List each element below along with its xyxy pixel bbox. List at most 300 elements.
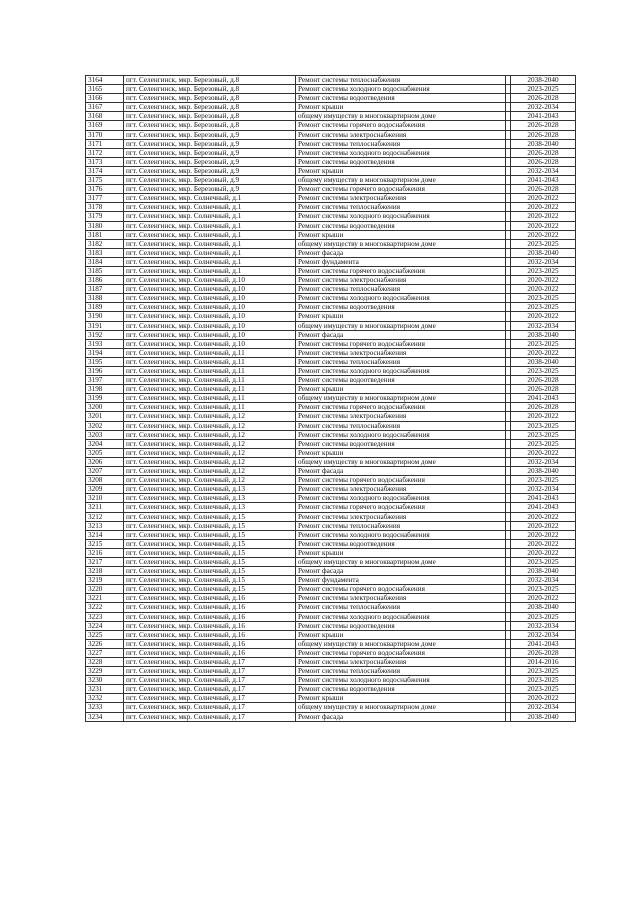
- row-address: пгт. Селенгинск, мкр. Солнечный, д.11: [124, 348, 296, 357]
- row-period: 2020-2022: [511, 203, 576, 212]
- table-row: [86, 130, 576, 139]
- table-row: [86, 339, 576, 348]
- row-work-type: Ремонт фасада: [296, 712, 506, 721]
- row-period: 2038-2040: [511, 248, 576, 257]
- row-number: 3178: [86, 203, 124, 212]
- row-number: 3209: [86, 485, 124, 494]
- row-period: 2026-2028: [511, 185, 576, 194]
- row-period: 2032-2034: [511, 576, 576, 585]
- row-address: пгт. Селенгинск, мкр. Солнечный, д.15: [124, 539, 296, 548]
- row-number: 3184: [86, 257, 124, 266]
- row-number: 3186: [86, 276, 124, 285]
- row-period: 2032-2034: [511, 703, 576, 712]
- row-address: пгт. Селенгинск, мкр. Березовый, д.8: [124, 85, 296, 94]
- row-work-type: Ремонт крыши: [296, 385, 506, 394]
- row-number: 3223: [86, 612, 124, 621]
- row-period: 2020-2022: [511, 594, 576, 603]
- row-number: 3185: [86, 266, 124, 275]
- row-work-type: Ремонт системы электроснабжения: [296, 412, 506, 421]
- row-address: пгт. Селенгинск, мкр. Солнечный, д.10: [124, 294, 296, 303]
- row-number: 3182: [86, 239, 124, 248]
- row-work-type: Ремонт фундамента: [296, 576, 506, 585]
- row-period: 2038-2040: [511, 567, 576, 576]
- row-address: пгт. Селенгинск, мкр. Солнечный, д.17: [124, 694, 296, 703]
- row-number: 3171: [86, 139, 124, 148]
- row-period: 2038-2040: [511, 76, 576, 85]
- row-period: 2032-2034: [511, 457, 576, 466]
- row-work-type: Ремонт системы водоотведения: [296, 376, 506, 385]
- row-address: пгт. Селенгинск, мкр. Солнечный, д.10: [124, 321, 296, 330]
- row-number: 3219: [86, 576, 124, 585]
- row-address: пгт. Селенгинск, мкр. Солнечный, д.15: [124, 512, 296, 521]
- row-work-type: общему имуществу в многоквартирном доме: [296, 457, 506, 466]
- row-period: 2041-2043: [511, 494, 576, 503]
- table-row: [86, 639, 576, 648]
- row-work-type: Ремонт крыши: [296, 448, 506, 457]
- row-work-type: Ремонт системы водоотведения: [296, 94, 506, 103]
- row-period: 2026-2028: [511, 148, 576, 157]
- row-work-type: Ремонт системы холодного водоснабжения: [296, 294, 506, 303]
- row-period: 2026-2028: [511, 376, 576, 385]
- row-number: 3226: [86, 639, 124, 648]
- table-row: [86, 548, 576, 557]
- row-work-type: Ремонт системы холодного водоснабжения: [296, 367, 506, 376]
- row-address: пгт. Селенгинск, мкр. Солнечный, д.12: [124, 439, 296, 448]
- row-period: 2020-2022: [511, 194, 576, 203]
- row-work-type: Ремонт системы теплоснабжения: [296, 357, 506, 366]
- table-row: [86, 303, 576, 312]
- table-row: [86, 485, 576, 494]
- table-row: [86, 203, 576, 212]
- row-work-type: общему имуществу в многоквартирном доме: [296, 239, 506, 248]
- row-work-type: Ремонт системы холодного водоснабжения: [296, 148, 506, 157]
- row-work-type: Ремонт системы горячего водоснабжения: [296, 585, 506, 594]
- row-address: пгт. Селенгинск, мкр. Солнечный, д.12: [124, 467, 296, 476]
- row-work-type: Ремонт системы теплоснабжения: [296, 203, 506, 212]
- row-address: пгт. Селенгинск, мкр. Солнечный, д.1: [124, 266, 296, 275]
- row-work-type: Ремонт системы холодного водоснабжения: [296, 85, 506, 94]
- row-number: 3190: [86, 312, 124, 321]
- row-period: 2023-2025: [511, 685, 576, 694]
- row-period: 2020-2022: [511, 521, 576, 530]
- row-address: пгт. Селенгинск, мкр. Солнечный, д.12: [124, 421, 296, 430]
- row-address: пгт. Селенгинск, мкр. Солнечный, д.17: [124, 712, 296, 721]
- row-work-type: Ремонт системы горячего водоснабжения: [296, 648, 506, 657]
- row-address: пгт. Селенгинск, мкр. Солнечный, д.13: [124, 494, 296, 503]
- row-work-type: Ремонт системы холодного водоснабжения: [296, 494, 506, 503]
- row-address: пгт. Селенгинск, мкр. Солнечный, д.12: [124, 476, 296, 485]
- row-period: 2023-2025: [511, 676, 576, 685]
- row-number: 3208: [86, 476, 124, 485]
- row-address: пгт. Селенгинск, мкр. Березовый, д.9: [124, 130, 296, 139]
- table-row: [86, 594, 576, 603]
- row-period: 2020-2022: [511, 276, 576, 285]
- row-number: 3196: [86, 367, 124, 376]
- row-period: 2038-2040: [511, 712, 576, 721]
- table-row: [86, 630, 576, 639]
- row-number: 3216: [86, 548, 124, 557]
- row-work-type: Ремонт системы электроснабжения: [296, 594, 506, 603]
- row-address: пгт. Селенгинск, мкр. Солнечный, д.1: [124, 212, 296, 221]
- row-period: 2032-2034: [511, 630, 576, 639]
- table-row: [86, 476, 576, 485]
- table-body: [86, 76, 576, 722]
- table-row: [86, 603, 576, 612]
- row-number: 3177: [86, 194, 124, 203]
- row-work-type: Ремонт системы электроснабжения: [296, 512, 506, 521]
- row-number: 3183: [86, 248, 124, 257]
- row-address: пгт. Селенгинск, мкр. Солнечный, д.12: [124, 457, 296, 466]
- table-row: [86, 157, 576, 166]
- row-number: 3205: [86, 448, 124, 457]
- row-period: 2020-2022: [511, 312, 576, 321]
- row-number: 3212: [86, 512, 124, 521]
- row-number: 3225: [86, 630, 124, 639]
- row-period: 2023-2025: [511, 439, 576, 448]
- table-row: [86, 248, 576, 257]
- table-row: [86, 512, 576, 521]
- row-number: 3170: [86, 130, 124, 139]
- row-period: 2023-2025: [511, 667, 576, 676]
- repair-schedule-table: [85, 75, 576, 722]
- row-address: пгт. Селенгинск, мкр. Солнечный, д.1: [124, 230, 296, 239]
- table-row: [86, 585, 576, 594]
- row-number: 3203: [86, 430, 124, 439]
- row-work-type: Ремонт системы теплоснабжения: [296, 76, 506, 85]
- row-period: 2023-2025: [511, 239, 576, 248]
- row-number: 3230: [86, 676, 124, 685]
- table-row: [86, 467, 576, 476]
- table-row: [86, 148, 576, 157]
- row-work-type: общему имуществу в многоквартирном доме: [296, 703, 506, 712]
- row-work-type: Ремонт системы электроснабжения: [296, 194, 506, 203]
- row-number: 3220: [86, 585, 124, 594]
- row-number: 3227: [86, 648, 124, 657]
- row-address: пгт. Селенгинск, мкр. Солнечный, д.10: [124, 312, 296, 321]
- row-period: 2023-2025: [511, 85, 576, 94]
- table-row: [86, 176, 576, 185]
- row-work-type: Ремонт системы холодного водоснабжения: [296, 530, 506, 539]
- row-period: 2026-2028: [511, 94, 576, 103]
- row-period: 2020-2022: [511, 230, 576, 239]
- table-row: [86, 567, 576, 576]
- row-work-type: Ремонт системы водоотведения: [296, 621, 506, 630]
- row-number: 3206: [86, 457, 124, 466]
- row-work-type: Ремонт крыши: [296, 312, 506, 321]
- row-address: пгт. Селенгинск, мкр. Березовый, д.9: [124, 185, 296, 194]
- table-row: [86, 621, 576, 630]
- table-row: [86, 76, 576, 85]
- row-work-type: Ремонт системы горячего водоснабжения: [296, 339, 506, 348]
- table-row: [86, 103, 576, 112]
- row-period: 2026-2028: [511, 648, 576, 657]
- table-row: [86, 521, 576, 530]
- row-number: 3234: [86, 712, 124, 721]
- row-number: 3198: [86, 385, 124, 394]
- row-address: пгт. Селенгинск, мкр. Солнечный, д.11: [124, 394, 296, 403]
- table-row: [86, 276, 576, 285]
- row-work-type: Ремонт фасада: [296, 567, 506, 576]
- row-number: 3176: [86, 185, 124, 194]
- table-row: [86, 576, 576, 585]
- row-period: 2020-2022: [511, 530, 576, 539]
- row-work-type: Ремонт системы электроснабжения: [296, 130, 506, 139]
- row-number: 3207: [86, 467, 124, 476]
- table-row: [86, 457, 576, 466]
- row-number: 3200: [86, 403, 124, 412]
- table-row: [86, 212, 576, 221]
- row-address: пгт. Селенгинск, мкр. Солнечный, д.17: [124, 658, 296, 667]
- row-number: 3169: [86, 121, 124, 130]
- table-row: [86, 266, 576, 275]
- row-address: пгт. Селенгинск, мкр. Березовый, д.8: [124, 121, 296, 130]
- row-address: пгт. Селенгинск, мкр. Березовый, д.9: [124, 148, 296, 157]
- row-period: 2026-2028: [511, 121, 576, 130]
- row-number: 3195: [86, 357, 124, 366]
- row-period: 2041-2043: [511, 394, 576, 403]
- row-number: 3179: [86, 212, 124, 221]
- row-period: 2023-2025: [511, 585, 576, 594]
- table-row: [86, 703, 576, 712]
- row-work-type: общему имуществу в многоквартирном доме: [296, 557, 506, 566]
- table-row: [86, 557, 576, 566]
- row-period: 2026-2028: [511, 157, 576, 166]
- row-period: 2041-2043: [511, 112, 576, 121]
- row-work-type: Ремонт системы теплоснабжения: [296, 285, 506, 294]
- row-work-type: Ремонт системы горячего водоснабжения: [296, 266, 506, 275]
- table-row: [86, 448, 576, 457]
- row-work-type: Ремонт фасада: [296, 248, 506, 257]
- row-period: 2026-2028: [511, 403, 576, 412]
- row-address: пгт. Селенгинск, мкр. Солнечный, д.1: [124, 194, 296, 203]
- row-address: пгт. Селенгинск, мкр. Березовый, д.9: [124, 176, 296, 185]
- table-row: [86, 357, 576, 366]
- row-work-type: Ремонт системы электроснабжения: [296, 658, 506, 667]
- table-row: [86, 367, 576, 376]
- row-address: пгт. Селенгинск, мкр. Солнечный, д.12: [124, 430, 296, 439]
- row-address: пгт. Селенгинск, мкр. Солнечный, д.10: [124, 303, 296, 312]
- row-number: 3228: [86, 658, 124, 667]
- row-number: 3199: [86, 394, 124, 403]
- row-work-type: общему имуществу в многоквартирном доме: [296, 394, 506, 403]
- row-number: 3210: [86, 494, 124, 503]
- row-number: 3221: [86, 594, 124, 603]
- row-work-type: Ремонт системы электроснабжения: [296, 348, 506, 357]
- row-number: 3164: [86, 76, 124, 85]
- row-number: 3166: [86, 94, 124, 103]
- table-row: [86, 330, 576, 339]
- table-row: [86, 648, 576, 657]
- row-number: 3173: [86, 157, 124, 166]
- row-address: пгт. Селенгинск, мкр. Солнечный, д.15: [124, 576, 296, 585]
- table-row: [86, 285, 576, 294]
- table-row: [86, 312, 576, 321]
- row-work-type: Ремонт системы водоотведения: [296, 439, 506, 448]
- row-number: 3201: [86, 412, 124, 421]
- row-period: 2026-2028: [511, 130, 576, 139]
- row-work-type: Ремонт крыши: [296, 166, 506, 175]
- row-address: пгт. Селенгинск, мкр. Березовый, д.8: [124, 103, 296, 112]
- row-number: 3215: [86, 539, 124, 548]
- row-address: пгт. Селенгинск, мкр. Березовый, д.9: [124, 166, 296, 175]
- table-row: [86, 185, 576, 194]
- row-address: пгт. Селенгинск, мкр. Березовый, д.9: [124, 139, 296, 148]
- table-row: [86, 685, 576, 694]
- table-row: [86, 412, 576, 421]
- table-row: [86, 385, 576, 394]
- row-number: 3189: [86, 303, 124, 312]
- row-number: 3224: [86, 621, 124, 630]
- row-address: пгт. Селенгинск, мкр. Солнечный, д.17: [124, 676, 296, 685]
- row-address: пгт. Селенгинск, мкр. Солнечный, д.1: [124, 248, 296, 257]
- row-address: пгт. Селенгинск, мкр. Солнечный, д.17: [124, 685, 296, 694]
- row-number: 3232: [86, 694, 124, 703]
- row-address: пгт. Селенгинск, мкр. Солнечный, д.1: [124, 257, 296, 266]
- row-work-type: Ремонт крыши: [296, 548, 506, 557]
- row-number: 3188: [86, 294, 124, 303]
- row-work-type: Ремонт системы водоотведения: [296, 303, 506, 312]
- row-work-type: Ремонт системы водоотведения: [296, 685, 506, 694]
- row-period: 2023-2025: [511, 367, 576, 376]
- table-row: [86, 112, 576, 121]
- table-row: [86, 712, 576, 721]
- row-work-type: Ремонт системы горячего водоснабжения: [296, 476, 506, 485]
- row-work-type: Ремонт системы электроснабжения: [296, 485, 506, 494]
- row-number: 3213: [86, 521, 124, 530]
- table-row: [86, 85, 576, 94]
- row-work-type: Ремонт системы горячего водоснабжения: [296, 503, 506, 512]
- row-address: пгт. Селенгинск, мкр. Березовый, д.8: [124, 112, 296, 121]
- row-work-type: Ремонт системы горячего водоснабжения: [296, 121, 506, 130]
- row-period: 2032-2034: [511, 321, 576, 330]
- row-address: пгт. Селенгинск, мкр. Солнечный, д.16: [124, 594, 296, 603]
- row-number: 3197: [86, 376, 124, 385]
- row-period: 2023-2025: [511, 339, 576, 348]
- table-row: [86, 403, 576, 412]
- row-period: 2032-2034: [511, 103, 576, 112]
- row-period: 2020-2022: [511, 539, 576, 548]
- table-row: [86, 439, 576, 448]
- table-row: [86, 667, 576, 676]
- row-address: пгт. Селенгинск, мкр. Солнечный, д.11: [124, 357, 296, 366]
- row-address: пгт. Селенгинск, мкр. Солнечный, д.15: [124, 585, 296, 594]
- row-number: 3181: [86, 230, 124, 239]
- row-address: пгт. Селенгинск, мкр. Солнечный, д.15: [124, 557, 296, 566]
- row-address: пгт. Селенгинск, мкр. Солнечный, д.16: [124, 612, 296, 621]
- row-address: пгт. Селенгинск, мкр. Березовый, д.8: [124, 76, 296, 85]
- row-work-type: Ремонт системы теплоснабжения: [296, 521, 506, 530]
- row-period: 2023-2025: [511, 266, 576, 275]
- row-number: 3214: [86, 530, 124, 539]
- row-work-type: Ремонт системы теплоснабжения: [296, 603, 506, 612]
- row-work-type: Ремонт системы теплоснабжения: [296, 667, 506, 676]
- row-address: пгт. Селенгинск, мкр. Солнечный, д.16: [124, 639, 296, 648]
- table-row: [86, 221, 576, 230]
- row-address: пгт. Селенгинск, мкр. Солнечный, д.17: [124, 703, 296, 712]
- table-row: [86, 230, 576, 239]
- row-work-type: Ремонт системы горячего водоснабжения: [296, 403, 506, 412]
- row-work-type: общему имуществу в многоквартирном доме: [296, 112, 506, 121]
- row-period: 2020-2022: [511, 548, 576, 557]
- row-number: 3175: [86, 176, 124, 185]
- row-address: пгт. Селенгинск, мкр. Солнечный, д.12: [124, 448, 296, 457]
- row-work-type: Ремонт крыши: [296, 694, 506, 703]
- row-work-type: Ремонт системы холодного водоснабжения: [296, 212, 506, 221]
- table-row: [86, 121, 576, 130]
- row-address: пгт. Селенгинск, мкр. Солнечный, д.11: [124, 403, 296, 412]
- table-row: [86, 257, 576, 266]
- row-work-type: Ремонт системы водоотведения: [296, 157, 506, 166]
- row-period: 2032-2034: [511, 166, 576, 175]
- table-row: [86, 676, 576, 685]
- row-address: пгт. Селенгинск, мкр. Солнечный, д.15: [124, 530, 296, 539]
- row-period: 2020-2022: [511, 448, 576, 457]
- row-address: пгт. Селенгинск, мкр. Солнечный, д.10: [124, 339, 296, 348]
- row-number: 3172: [86, 148, 124, 157]
- table-row: [86, 694, 576, 703]
- row-number: 3204: [86, 439, 124, 448]
- row-work-type: Ремонт крыши: [296, 230, 506, 239]
- row-address: пгт. Селенгинск, мкр. Солнечный, д.16: [124, 621, 296, 630]
- row-period: 2026-2028: [511, 385, 576, 394]
- row-period: 2041-2043: [511, 503, 576, 512]
- row-address: пгт. Селенгинск, мкр. Солнечный, д.15: [124, 548, 296, 557]
- row-period: 2041-2043: [511, 639, 576, 648]
- row-work-type: общему имуществу в многоквартирном доме: [296, 639, 506, 648]
- row-number: 3180: [86, 221, 124, 230]
- row-number: 3193: [86, 339, 124, 348]
- table-row: [86, 94, 576, 103]
- row-period: 2020-2022: [511, 221, 576, 230]
- row-period: 2038-2040: [511, 139, 576, 148]
- row-address: пгт. Селенгинск, мкр. Солнечный, д.11: [124, 376, 296, 385]
- row-period: 2032-2034: [511, 621, 576, 630]
- table-row: [86, 430, 576, 439]
- row-period: 2038-2040: [511, 330, 576, 339]
- row-work-type: общему имуществу в многоквартирном доме: [296, 321, 506, 330]
- row-work-type: общему имуществу в многоквартирном доме: [296, 176, 506, 185]
- row-address: пгт. Селенгинск, мкр. Солнечный, д.1: [124, 203, 296, 212]
- row-work-type: Ремонт системы горячего водоснабжения: [296, 185, 506, 194]
- row-work-type: Ремонт фасада: [296, 330, 506, 339]
- row-number: 3202: [86, 421, 124, 430]
- table-row: [86, 494, 576, 503]
- row-number: 3211: [86, 503, 124, 512]
- row-number: 3231: [86, 685, 124, 694]
- row-work-type: Ремонт крыши: [296, 630, 506, 639]
- table-row: [86, 376, 576, 385]
- table-row: [86, 421, 576, 430]
- row-number: 3222: [86, 603, 124, 612]
- row-number: 3167: [86, 103, 124, 112]
- row-number: 3194: [86, 348, 124, 357]
- row-address: пгт. Селенгинск, мкр. Березовый, д.8: [124, 94, 296, 103]
- row-period: 2023-2025: [511, 557, 576, 566]
- row-address: пгт. Селенгинск, мкр. Солнечный, д.11: [124, 385, 296, 394]
- row-work-type: Ремонт системы холодного водоснабжения: [296, 612, 506, 621]
- table-row: [86, 612, 576, 621]
- row-period: 2032-2034: [511, 257, 576, 266]
- row-address: пгт. Селенгинск, мкр. Березовый, д.9: [124, 157, 296, 166]
- row-work-type: Ремонт системы холодного водоснабжения: [296, 676, 506, 685]
- row-period: 2020-2022: [511, 348, 576, 357]
- row-address: пгт. Селенгинск, мкр. Солнечный, д.1: [124, 239, 296, 248]
- row-period: 2020-2022: [511, 694, 576, 703]
- row-number: 3187: [86, 285, 124, 294]
- table-row: [86, 166, 576, 175]
- table-row: [86, 539, 576, 548]
- row-period: 2020-2022: [511, 285, 576, 294]
